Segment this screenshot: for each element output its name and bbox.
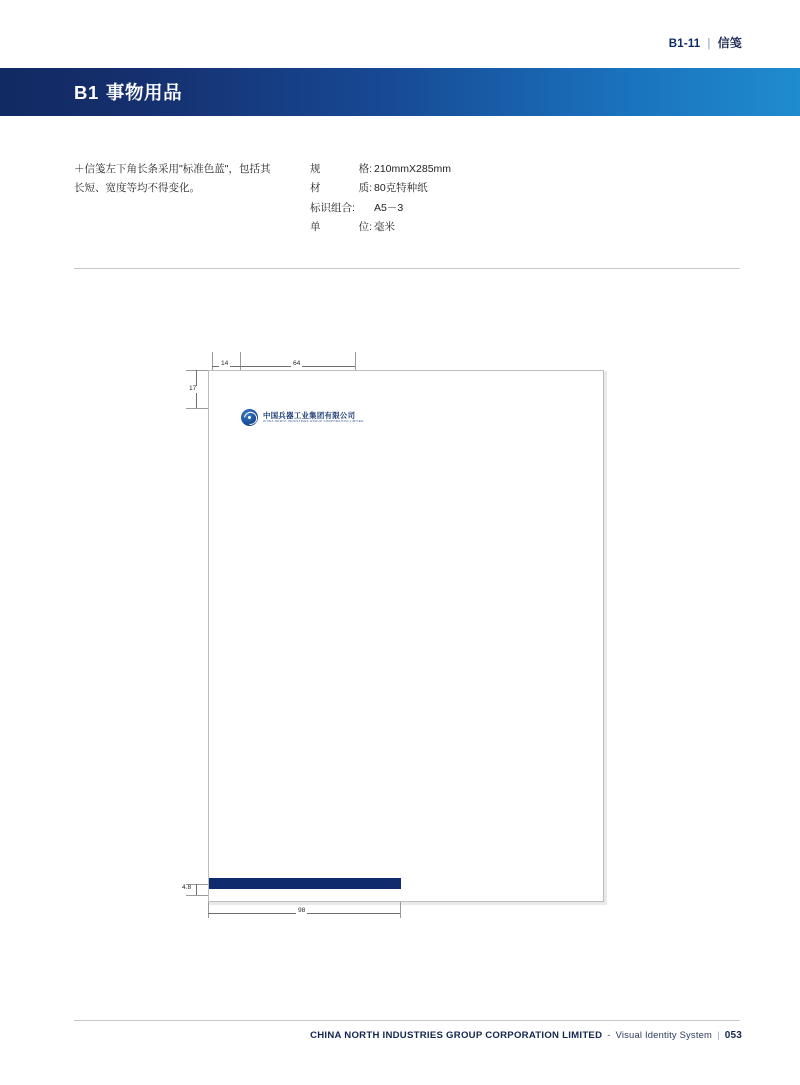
logo-text: [263, 412, 364, 423]
spec-key-left: 规: [310, 163, 321, 175]
dim-line-4-8: [196, 884, 197, 895]
dim-label-64: 64: [293, 360, 301, 367]
spec-key: [310, 218, 372, 237]
spec-key-right: 位:: [358, 221, 372, 234]
spec-row: [310, 218, 451, 237]
note-text: ＋信笺左下角长条采用"标准色蓝"，包括其长短、宽度等均不得变化。: [74, 163, 271, 195]
spec-row: [310, 199, 451, 218]
accent-blue-bar: [209, 878, 401, 889]
dim-label-17: 17: [189, 385, 197, 392]
logo-english-name: CHINA NORTH INDUSTRIES GROUP CORPORATION LIMITED: [263, 419, 364, 424]
guide-vertical-left: [212, 352, 213, 372]
spec-value: A5－3: [374, 201, 404, 214]
footer-system: Visual Identity System: [615, 1029, 713, 1040]
dim-label-14: 14: [221, 360, 229, 367]
section-name: 信笺: [717, 36, 742, 50]
page-number: 053: [724, 1030, 742, 1041]
spec-key-left: 材: [310, 182, 321, 195]
band-title-text: 事物用品: [105, 82, 183, 103]
spec-key: [310, 179, 372, 198]
spec-value: 210mmX285mm: [374, 163, 452, 175]
dim-label-4-8: 4.8: [182, 884, 192, 891]
horizontal-divider: [74, 268, 740, 269]
footer-dash: -: [607, 1029, 611, 1040]
footer-bar: |: [717, 1029, 720, 1040]
footer-company: CHINA NORTH INDUSTRIES GROUP CORPORATION LIMITED: [310, 1030, 603, 1041]
dim-label-98: 98: [298, 907, 306, 914]
spec-value: 80克特种纸: [374, 182, 428, 195]
section-header: [669, 34, 742, 51]
letterhead-artwork: [208, 370, 604, 902]
spec-key-left: 标识组合:: [310, 201, 355, 214]
spec-key: [310, 160, 372, 179]
spec-value: 毫米: [374, 221, 395, 234]
band-number: B1: [74, 82, 99, 103]
logo-lockup: [241, 409, 364, 426]
globe-logo-icon: [241, 409, 258, 426]
section-code: B1-11: [668, 38, 701, 50]
header-divider: |: [707, 38, 711, 50]
spec-row: [310, 179, 451, 198]
spec-key-right: 质:: [358, 182, 372, 195]
spec-key-left: 单: [310, 221, 321, 234]
logo-chinese-name: 中国兵器工业集团有限公司: [263, 410, 356, 420]
footer-divider: [74, 1020, 740, 1021]
spec-list: [310, 160, 451, 238]
spec-key-right: 格:: [358, 163, 372, 175]
band-title: [74, 79, 182, 105]
spec-row: [310, 160, 451, 179]
footer: [310, 1029, 742, 1041]
spec-key: [310, 199, 372, 218]
